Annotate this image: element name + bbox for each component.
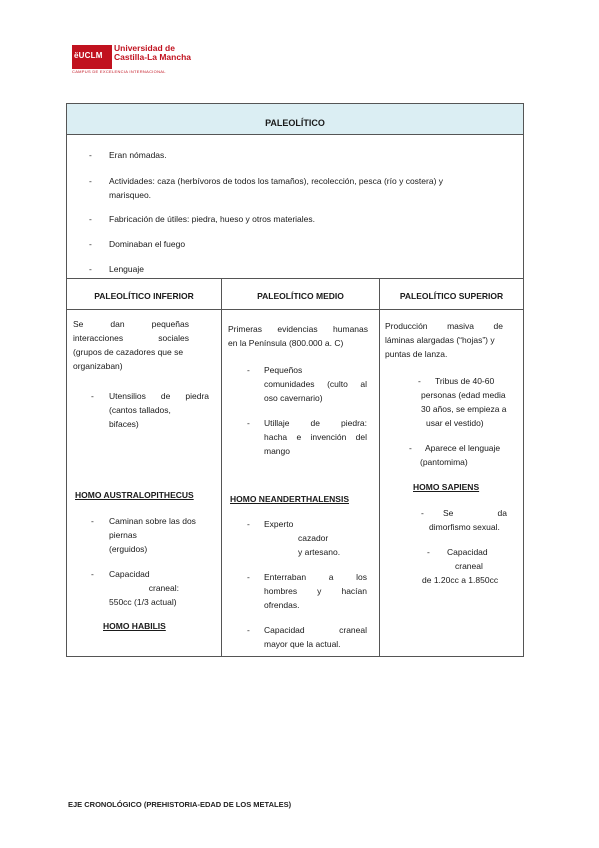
text-line: Caminan sobre las dos	[109, 516, 196, 526]
bullet-dash: -	[418, 376, 421, 386]
text-line: oso cavernario)	[264, 393, 323, 403]
bullet-dash: -	[89, 176, 92, 186]
divider	[67, 309, 523, 310]
text-line: Producción masiva de	[385, 321, 503, 331]
text-line: cazador	[298, 533, 329, 543]
text-line: 550cc (1/3 actual)	[109, 597, 177, 607]
university-name-line2: Castilla-La Mancha	[114, 52, 191, 62]
table-title-row	[67, 104, 523, 135]
text-line: y artesano.	[298, 547, 341, 557]
text-line: mayor que la actual.	[264, 639, 341, 649]
bullet-dash: -	[247, 625, 250, 635]
bullet-dash: -	[91, 569, 94, 579]
column-header-medio: PALEOLÍTICO MEDIO	[257, 291, 344, 301]
uclm-logo-mark	[72, 45, 112, 69]
text-line: comunidades (culto al	[264, 379, 367, 389]
university-name	[114, 44, 264, 62]
text-line: piernas	[109, 530, 137, 540]
university-tagline: CAMPUS DE EXCELENCIA INTERNACIONAL	[72, 69, 166, 74]
bullet-dash: -	[91, 516, 94, 526]
bullet-dash: -	[89, 239, 92, 249]
page-footer: EJE CRONOLÓGICO (PREHISTORIA-EDAD DE LOS METALES)	[68, 800, 292, 809]
text-line: Se da	[443, 508, 507, 518]
bullet-dash: -	[247, 519, 250, 529]
column-header-inferior: PALEOLÍTICO INFERIOR	[94, 291, 194, 301]
text-line: (cantos tallados,	[109, 405, 171, 415]
column-header-superior: PALEOLÍTICO SUPERIOR	[399, 291, 504, 301]
text-line: Experto	[264, 519, 294, 529]
text-line: de 1.20cc a 1.850cc	[422, 575, 499, 585]
text-line: (grupos de cazadores que se	[73, 347, 184, 357]
text-line: Capacidad craneal	[264, 625, 367, 635]
text-line: Aparece el lenguaje	[425, 443, 501, 453]
text-line: personas (edad media	[421, 390, 506, 400]
text-line: Se dan pequeñas	[73, 319, 189, 329]
bullet-dash: -	[427, 547, 430, 557]
table-title: PALEOLÍTICO	[265, 118, 325, 128]
bullet-dash: -	[91, 391, 94, 401]
species-heading: HOMO HABILIS	[103, 621, 166, 631]
text-line: puntas de lanza.	[385, 349, 448, 359]
bullet-dash: -	[89, 214, 92, 224]
list-item-text: Fabricación de útiles: piedra, hueso y otros materiales.	[109, 214, 315, 224]
text-line: organizaban)	[73, 361, 123, 371]
text-line: craneal	[455, 561, 483, 571]
text-line: Utensilios de piedra	[109, 391, 209, 401]
list-item-text: Actividades: caza (herbívoros de todos los tamaños), recolección, pesca (río y costera) y	[109, 176, 444, 186]
text-line: Enterraban a los	[264, 572, 367, 582]
text-line: Primeras evidencias humanas	[228, 324, 368, 334]
paleolithic-table	[66, 103, 524, 657]
university-name-line1: Universidad de	[114, 43, 175, 53]
text-line: bifaces)	[109, 419, 139, 429]
text-line: hombres y hacían	[264, 586, 367, 596]
text-line: 30 años, se empieza a	[421, 404, 507, 414]
column-divider	[379, 278, 380, 657]
text-line: mango	[264, 446, 290, 456]
column-divider	[221, 278, 222, 657]
species-heading: HOMO AUSTRALOPITHECUS	[75, 490, 194, 500]
text-line: ofrendas.	[264, 600, 300, 610]
text-line: Tribus de 40-60	[435, 376, 495, 386]
text-line: usar el vestido)	[426, 418, 484, 428]
species-heading: HOMO SAPIENS	[413, 482, 480, 492]
text-line: láminas alargadas (“hojas”) y	[385, 335, 495, 345]
bullet-dash: -	[247, 365, 250, 375]
text-line: (pantomima)	[420, 457, 468, 467]
text-line: Capacidad	[109, 569, 150, 579]
text-line: Capacidad	[447, 547, 488, 557]
divider	[67, 278, 523, 279]
list-item-text: Dominaban el fuego	[109, 239, 186, 249]
text-line: Pequeños	[264, 365, 303, 375]
logo-mark-text: ëUCLM	[74, 51, 103, 60]
list-item-text: Lenguaje	[109, 264, 144, 274]
bullet-dash: -	[409, 443, 412, 453]
text-line: craneal:	[148, 583, 179, 593]
list-item-text: marisqueo.	[109, 190, 152, 200]
bullet-dash: -	[247, 572, 250, 582]
list-item-text: Eran nómadas.	[109, 150, 167, 160]
text-line: en la Península (800.000 a. C)	[228, 338, 344, 348]
bullet-dash: -	[89, 150, 92, 160]
text-line: Utillaje de piedra:	[264, 418, 367, 428]
text-line: (erguidos)	[109, 544, 148, 554]
bullet-dash: -	[89, 264, 92, 274]
text-line: dimorfismo sexual.	[429, 522, 500, 532]
bullet-dash: -	[247, 418, 250, 428]
bullet-dash: -	[421, 508, 424, 518]
text-line: interacciones sociales	[73, 333, 189, 343]
text-line: hacha e invención del	[264, 432, 367, 442]
species-heading: HOMO NEANDERTHALENSIS	[230, 494, 350, 504]
